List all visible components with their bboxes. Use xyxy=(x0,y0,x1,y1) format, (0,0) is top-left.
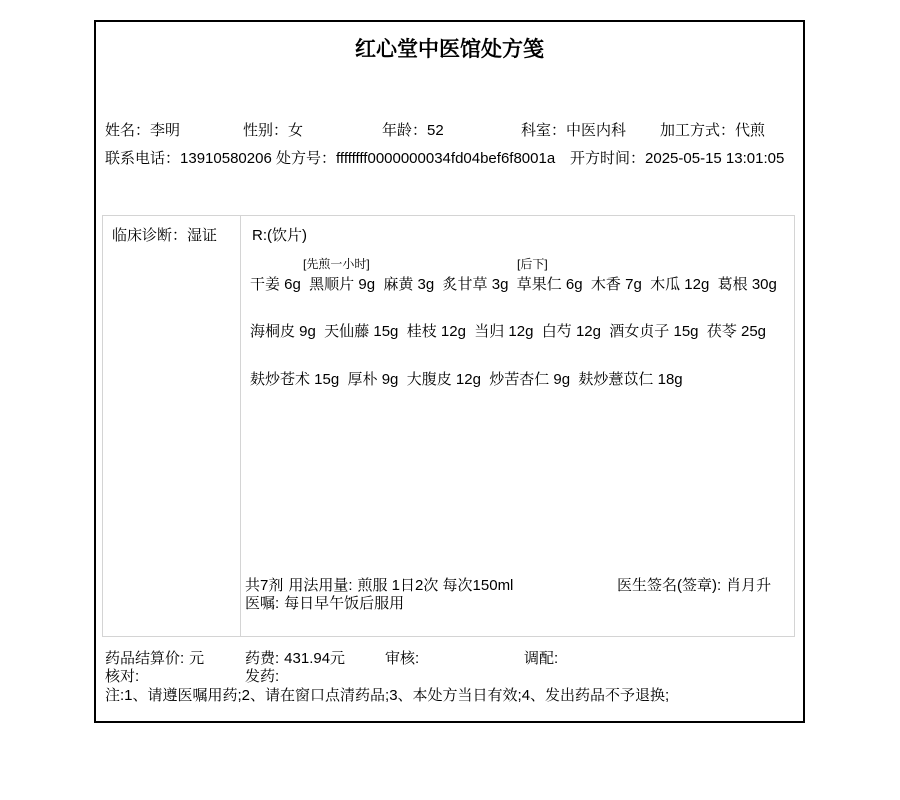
field-phone-value: 13910580206 xyxy=(180,150,272,167)
diagnosis-prescription-divider xyxy=(240,215,241,637)
usage-summary xyxy=(245,577,513,594)
field-rx-number-label: 处方号 xyxy=(276,150,322,167)
colon-separator: ： xyxy=(630,150,646,167)
field-gender-value: 女 xyxy=(288,122,304,139)
field-name-value: 李明 xyxy=(150,122,181,139)
doctor-advice-value: 每日早午饭后服用 xyxy=(284,595,405,612)
field-gender xyxy=(243,122,303,139)
field-delivery-label: 发药: xyxy=(245,668,280,685)
field-medicine-fee-label: 药费: xyxy=(245,650,280,667)
field-audit xyxy=(385,650,424,667)
doctor-signature xyxy=(617,577,771,594)
field-department-value: 中医内科 xyxy=(566,122,627,139)
field-age-value: 52 xyxy=(427,122,444,139)
doctor-advice-label: 医嘱: xyxy=(245,595,280,612)
colon-separator: ： xyxy=(321,150,337,167)
doctor-advice xyxy=(245,595,404,612)
field-issue-time-label: 开方时间 xyxy=(570,150,631,167)
field-processing-value: 代煎 xyxy=(735,122,766,139)
doctor-signature-name: 肖月升 xyxy=(726,577,772,594)
field-settle-price xyxy=(105,650,204,667)
field-check-label: 核对: xyxy=(105,668,140,685)
field-settle-price-label: 药品结算价: xyxy=(105,650,185,667)
field-dispense xyxy=(524,650,563,667)
page-title: 红心堂中医馆处方笺 xyxy=(355,38,544,61)
dose-count: 共7剂 xyxy=(245,577,284,594)
field-diagnosis-value: 湿证 xyxy=(187,227,218,244)
footer-note: 注:1、请遵医嘱用药;2、请在窗口点清药品;3、本处方当日有效;4、发出药品不予退换; xyxy=(105,687,670,704)
field-phone xyxy=(105,150,272,167)
field-issue-time-value: 2025-05-15 13:01:05 xyxy=(645,150,785,167)
decoction-annotation-add-later: [后下] xyxy=(517,257,548,271)
field-name-label: 姓名 xyxy=(105,122,136,139)
field-medicine-fee xyxy=(245,650,345,667)
colon-separator: ： xyxy=(172,227,188,244)
colon-separator: ： xyxy=(135,122,151,139)
field-age xyxy=(382,122,444,139)
field-delivery xyxy=(245,668,284,685)
field-medicine-fee-value: 431.94元 xyxy=(284,650,346,667)
field-dispense-label: 调配: xyxy=(524,650,559,667)
field-name xyxy=(105,122,180,139)
field-department xyxy=(521,122,626,139)
colon-separator: ： xyxy=(165,150,181,167)
decoction-annotation-pre-boil: [先煎一小时] xyxy=(303,257,370,271)
colon-separator: ： xyxy=(412,122,428,139)
herb-line-2: 海桐皮 9g 天仙藤 15g 桂枝 12g 当归 12g 白芍 12g 酒女贞子 15g 茯苓 25g xyxy=(250,323,767,340)
field-department-label: 科室 xyxy=(521,122,552,139)
field-rx-number-value: ffffffff0000000034fd04bef6f8001a xyxy=(336,150,556,167)
field-processing-label: 加工方式 xyxy=(660,122,721,139)
field-diagnosis xyxy=(112,227,217,244)
herb-line-3: 麸炒苍术 15g 厚朴 9g 大腹皮 12g 炒苦杏仁 9g 麸炒薏苡仁 18g xyxy=(250,371,683,388)
field-diagnosis-label: 临床诊断 xyxy=(112,227,173,244)
field-age-label: 年龄 xyxy=(382,122,413,139)
field-check xyxy=(105,668,144,685)
herb-line-1: 干姜 6g 黑顺片 9g 麻黄 3g 炙甘草 3g 草果仁 6g 木香 7g 木瓜 12g 葛根 30g xyxy=(250,276,777,293)
field-gender-label: 性别 xyxy=(243,122,274,139)
field-issue-time xyxy=(570,150,784,167)
doctor-signature-label: 医生签名(签章): xyxy=(617,577,722,594)
usage-value: 煎服 1日2次 每次150ml xyxy=(357,577,514,594)
field-phone-label: 联系电话 xyxy=(105,150,166,167)
rx-header: R:(饮片) xyxy=(252,227,307,244)
field-rx-number xyxy=(276,150,555,167)
field-processing xyxy=(660,122,765,139)
field-audit-label: 审核: xyxy=(385,650,420,667)
usage-label: 用法用量: xyxy=(288,577,353,594)
colon-separator: ： xyxy=(551,122,567,139)
colon-separator: ： xyxy=(720,122,736,139)
colon-separator: ： xyxy=(273,122,289,139)
field-settle-price-value: 元 xyxy=(189,650,205,667)
